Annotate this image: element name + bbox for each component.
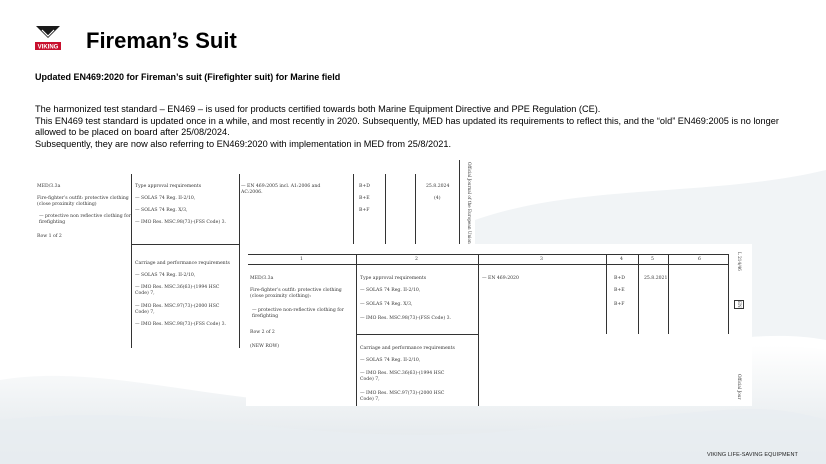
new-type-item: — IMO Res. MSC.98(73)-(FSS Code) 3. <box>360 316 451 321</box>
old-carriage-item: — SOLAS 74 Reg. II-2/10, <box>135 273 196 278</box>
paragraph: The harmonized test standard – EN469 – is used for products certified towards both Marine Equipment Directive and PPE Regulation (CE). <box>35 104 601 114</box>
new-side-lang: EN <box>734 300 744 309</box>
column-number: 3 <box>540 257 543 262</box>
old-module: B+F <box>359 208 370 213</box>
old-type-item: — IMO Res. MSC.98(73)-(FSS Code) 3. <box>135 220 226 225</box>
new-item-sub: — protective non-reflective clothing for firefighting <box>252 308 344 319</box>
old-standard: — EN 469:2005 incl. A1:2006 and AC:2006. <box>241 184 321 195</box>
new-side-journal: Official Jour <box>737 374 742 400</box>
page-subtitle: Updated EN469:2020 for Fireman’s suit (Firefighter suit) for Marine field <box>35 72 341 82</box>
column-number: 5 <box>651 257 654 262</box>
old-row: Row 1 of 2 <box>37 234 62 239</box>
viking-logo <box>33 24 63 54</box>
old-module: B+E <box>359 196 370 201</box>
column-number: 6 <box>698 257 701 262</box>
new-carriage-heading: Carriage and performance requirements <box>360 346 455 351</box>
old-item-desc: Fire-fighter’s outfit: protective clothing (close proximity clothing) <box>37 196 129 207</box>
new-row-tag: (NEW ROW) <box>250 344 280 349</box>
new-item-id: MED/3.3a <box>250 276 274 281</box>
new-carriage-item: — SOLAS 74 Reg. II-2/10, <box>360 358 421 363</box>
new-standard: — EN 469:2020 <box>482 276 519 281</box>
column-number: 2 <box>415 257 418 262</box>
new-row: Row 2 of 2 <box>250 330 275 335</box>
old-note: (4) <box>434 196 441 201</box>
body-text <box>35 104 795 150</box>
new-side-page: L 214/46 <box>737 252 742 271</box>
new-date: 25.8.2021 <box>644 276 668 281</box>
new-type-heading: Type approval requirements <box>360 276 427 281</box>
column-number: 4 <box>620 257 623 262</box>
new-item-desc: Fire-fighter’s outfit: protective clothing (close proximity clothing): <box>250 288 342 299</box>
paragraph: This EN469 test standard is updated once in a while, and most recently in 2020. Subsequently, MED has updated its requirements to reflect this, and the “old” EN469:2005 is no longer allowed to be placed on board after 25/08/2024. <box>35 115 779 138</box>
old-side-note: Official Journal of the European Union <box>467 162 472 244</box>
scan-new-table <box>246 244 752 406</box>
paragraph: Subsequently, they are now also referring to EN469:2020 with implementation in MED from 25/8/2021. <box>35 138 452 149</box>
new-module: B+F <box>614 302 625 307</box>
new-carriage-item: — IMO Res. MSC.36(63)-(1994 HSC Code) 7, <box>360 371 445 382</box>
old-item-id: MED/3.3a <box>37 184 61 189</box>
new-type-item: — SOLAS 74 Reg. II-2/10, <box>360 288 421 293</box>
old-carriage-item: — IMO Res. MSC.97(73)-(2000 HSC Code) 7, <box>135 304 220 315</box>
old-type-item: — SOLAS 74 Reg. X/3, <box>135 208 188 213</box>
old-carriage-item: — IMO Res. MSC.36(63)-(1994 HSC Code) 7, <box>135 285 220 296</box>
old-item-sub: — protective non reflective clothing for firefighting <box>39 214 131 225</box>
old-date: 25.8.2024 <box>426 184 450 189</box>
new-type-item: — SOLAS 74 Reg. X/3, <box>360 302 413 307</box>
old-module: B+D <box>359 184 370 189</box>
new-module: B+D <box>614 276 625 281</box>
new-module: B+E <box>614 288 625 293</box>
column-number: 1 <box>300 257 303 262</box>
old-type-heading: Type approval requirements <box>135 184 202 189</box>
page-title: Fireman’s Suit <box>86 28 237 53</box>
old-carriage-item: — IMO Res. MSC.98(73)-(FSS Code) 3. <box>135 322 226 327</box>
old-carriage-heading: Carriage and performance requirements <box>135 261 230 266</box>
svg-text:VIKING: VIKING <box>37 44 59 51</box>
footer-brand: VIKING LIFE-SAVING EQUIPMENT <box>706 452 798 458</box>
new-carriage-item: — IMO Res. MSC.97(73)-(2000 HSC Code) 7, <box>360 391 445 402</box>
old-type-item: — SOLAS 74 Reg. II-2/10, <box>135 196 196 201</box>
